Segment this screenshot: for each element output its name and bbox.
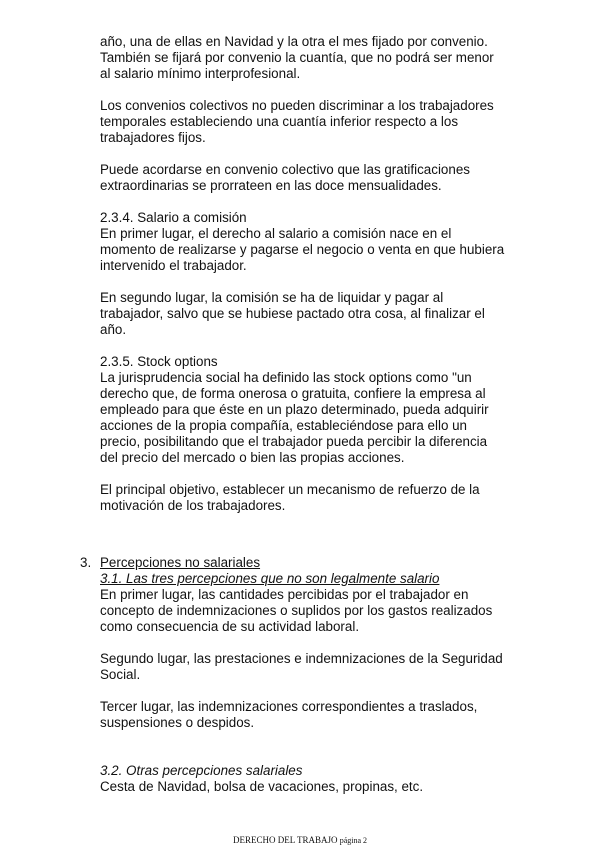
text-line: del precio del mercado o bien las propias acciones. xyxy=(100,450,405,465)
paragraph xyxy=(100,651,520,683)
text-line: En primer lugar, el derecho al salario a comisión nace en el xyxy=(100,226,452,241)
text-line: Social. xyxy=(100,667,141,682)
text-line: trabajador, salvo que se hubiese pactado otra cosa, al finalizar el xyxy=(100,306,485,321)
document-body xyxy=(100,34,520,530)
text-line: En segundo lugar, la comisión se ha de liquidar y pagar al xyxy=(100,290,444,305)
text-line: momento de realizarse y pagarse el negocio o venta en que hubiera xyxy=(100,242,505,257)
text-line: extraordinarias se prorrateen en las doce mensualidades. xyxy=(100,178,442,193)
text-line: año, una de ellas en Navidad y la otra el mes fijado por convenio. xyxy=(100,34,488,49)
text-line: empleado para que éste en un plazo determinado, pueda adquirir xyxy=(100,402,489,417)
subsection-3-1 xyxy=(100,571,520,635)
text-line: Segundo lugar, las prestaciones e indemnizaciones de la Seguridad xyxy=(100,651,503,666)
text-line: En primer lugar, las cantidades percibidas por el trabajador en xyxy=(100,587,469,602)
paragraph xyxy=(100,482,520,514)
text-line: La jurisprudencia social ha definido las stock options como "un xyxy=(100,370,472,385)
subsection-heading: 3.2. Otras percepciones salariales xyxy=(100,763,303,778)
section-2-3-5 xyxy=(100,354,520,466)
text-line: concepto de indemnizaciones o suplidos por los gastos realizados xyxy=(100,603,493,618)
text-line: temporales estableciendo una cuantía inferior respecto a los xyxy=(100,114,459,129)
section-body xyxy=(100,571,520,795)
text-line: intervenido el trabajador. xyxy=(100,258,247,273)
text-line: Cesta de Navidad, bolsa de vacaciones, propinas, etc. xyxy=(100,779,424,794)
paragraph xyxy=(100,162,520,194)
text-line: Puede acordarse en convenio colectivo que las gratificaciones xyxy=(100,162,470,177)
text-line: El principal objetivo, establecer un mecanismo de refuerzo de la xyxy=(100,482,480,497)
footer-title: DERECHO DEL TRABAJO xyxy=(232,835,338,845)
page-footer xyxy=(0,835,600,846)
text-line: motivación de los trabajadores. xyxy=(100,498,286,513)
section-2-3-4 xyxy=(100,210,520,274)
section-title: Percepciones no salariales xyxy=(100,555,261,570)
paragraph xyxy=(100,290,520,338)
paragraph xyxy=(100,699,520,731)
section-3 xyxy=(80,555,520,811)
subsection-3-2 xyxy=(100,763,520,795)
text-line: trabajadores fijos. xyxy=(100,130,206,145)
text-line: como consecuencia de su actividad laboral. xyxy=(100,619,360,634)
text-line: Tercer lugar, las indemnizaciones correspondientes a traslados, xyxy=(100,699,478,714)
page-number: página 2 xyxy=(339,836,368,845)
text-line: También se fijará por convenio la cuantía, que no podrá ser menor xyxy=(100,50,494,65)
text-line: al salario mínimo interprofesional. xyxy=(100,66,301,81)
section-heading: 2.3.5. Stock options xyxy=(100,354,218,369)
subsection-heading: 3.1. Las tres percepciones que no son legalmente salario xyxy=(100,571,440,586)
paragraph xyxy=(100,98,520,146)
text-line: suspensiones o despidos. xyxy=(100,715,255,730)
text-line: año. xyxy=(100,322,127,337)
section-title-row xyxy=(80,555,520,571)
text-line: precio, posibilitando que el trabajador pueda percibir la diferencia xyxy=(100,434,488,449)
text-line: derecho que, de forma onerosa o gratuita, confiere la empresa al xyxy=(100,386,486,401)
section-heading: 2.3.4. Salario a comisión xyxy=(100,210,247,225)
text-line: Los convenios colectivos no pueden discriminar a los trabajadores xyxy=(100,98,494,113)
text-line: acciones de la propia compañía, estableciéndose para ello un xyxy=(100,418,468,433)
section-number: 3. xyxy=(80,555,92,570)
paragraph xyxy=(100,34,520,82)
